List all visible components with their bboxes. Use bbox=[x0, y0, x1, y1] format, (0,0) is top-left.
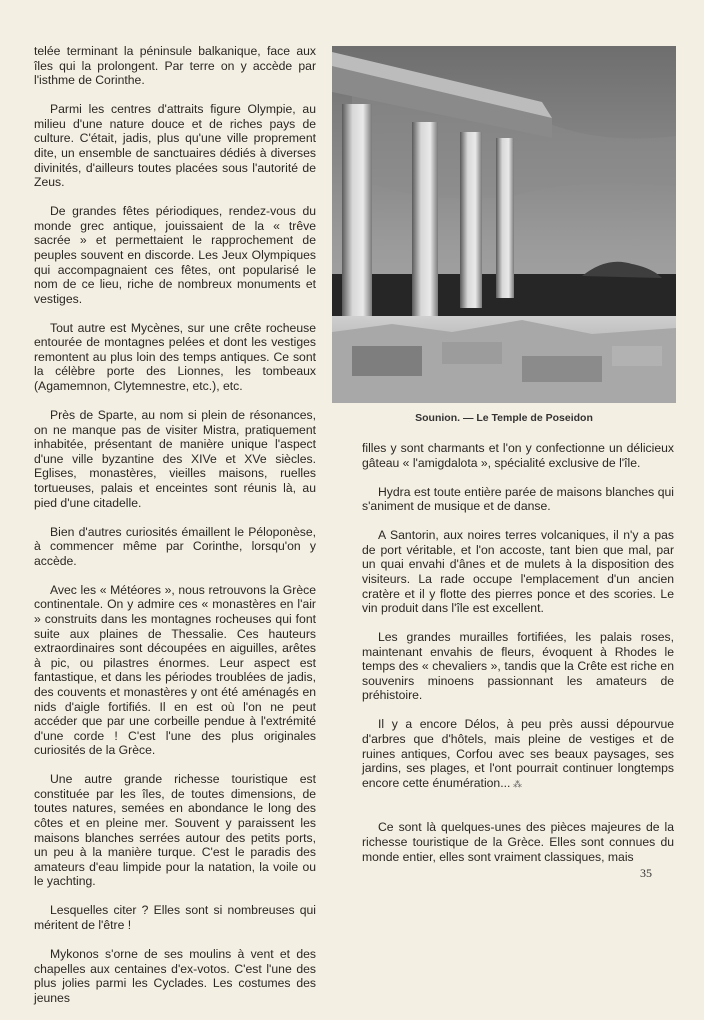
paragraph: Avec les « Météores », nous retrouvons la Grèce continentale. On y admire ces « monastères en l'air » construits dans les montagnes rocheuses qui font suite aux plaines de Thessalie. Ces hauteurs extraordinaires sont découpées en aiguilles, arêtes à pic, ou pilastres énormes. Leur aspect est fantastique, et dans les périodes troublées de jadis, des couvents et monastères y ont été aménagés en nids d'aigle fortifiés. Il en est où l'on ne peut accéder que par une corbeille pendue à l'extrémité d'une corde ! C'est l'une des plus originales curiosités de la Grèce. bbox=[34, 582, 316, 758]
right-text-column bbox=[362, 441, 674, 879]
paragraph: Parmi les centres d'attraits figure Olympie, au milieu d'une nature douce et de riches pays de culture. C'était, jadis, plus qu'une ville proprement dite, un ensemble de sanctuaires dédiés à diverses divinités, d'ailleurs toutes placées sous l'autorité de Zeus. bbox=[34, 102, 316, 190]
paragraph: Une autre grande richesse touristique est constituée par les îles, de toutes dimensions, de toutes natures, semées en abondance le long des côtes et en pleine mer. Souvent y paraissent les maisons blanches serrées autour des petits ports, un peu à la manière turque. C'est le paradis des amateurs d'eau limpide pour la natation, la voile ou le yachting. bbox=[34, 772, 316, 889]
paragraph: Hydra est toute entière parée de maisons blanches qui s'animent de musique et de danse. bbox=[362, 484, 674, 514]
paragraph: De grandes fêtes périodiques, rendez-vous du monde grec antique, jouissaient de la « trêve sacrée » et permettaient le rapprochement de peuples souvent en discorde. Les Jeux Olympiques qui accompagnaient ces fêtes, ont popularisé le nom de ce lieu, riche de nombreux monuments et vestiges. bbox=[34, 204, 316, 306]
paragraph: Près de Sparte, au nom si plein de résonances, on ne manque pas de visiter Mistra, pratiquement inhabitée, présentant de manière unique l'aspect d'une ville byzantine des XIVe et XVe siècles. Eglises, monastères, vieilles maisons, ruelles tortueuses, palais et enceintes sont réunis là, au pied d'une citadelle. bbox=[34, 408, 316, 510]
paragraph: Les grandes murailles fortifiées, les palais roses, maintenant envahis de fleurs, évoquent à Rhodes le temps des « chevaliers », tandis que la Crête est riche en souvenirs minoens passionnant les amateurs de préhistoire. bbox=[362, 630, 674, 703]
paragraph: Bien d'autres curiosités émaillent le Péloponèse, à commencer même par Corinthe, lorsqu'on y accède. bbox=[34, 524, 316, 568]
photo-caption: Sounion. — Le Temple de Poseidon bbox=[415, 412, 593, 424]
temple-photo bbox=[332, 46, 676, 403]
paragraph: telée terminant la péninsule balkanique, face aux îles qui la prolongent. Par terre on y accède par l'isthme de Corinthe. bbox=[34, 44, 316, 88]
page-number: 35 bbox=[640, 866, 652, 880]
paragraph: A Santorin, aux noires terres volcaniques, il n'y a pas de port véritable, et l'on accoste, tant bien que mal, par un quai envahi d'ânes et de mulets à la disposition des visiteurs. La rade occupe l'emplacement d'un ancien cratère et il y flotte des pierres ponce et des scories. Le vin produit dans l'île est excellent. bbox=[362, 528, 674, 616]
closing-paragraph: Ce sont là quelques-unes des pièces majeures de la richesse touristique de la Grèce. Elles sont connues du monde entier, elles sont vraiment classiques, mais bbox=[362, 820, 674, 864]
section-separator: ⁂ bbox=[513, 779, 523, 789]
paragraph: Mykonos s'orne de ses moulins à vent et des chapelles aux centaines d'ex-votos. C'est l'une des plus jolies parmi les Cyclades. Les costumes des jeunes bbox=[34, 946, 316, 1005]
paragraph: Il y a encore Délos, à peu près aussi dépourvue d'arbres que d'hôtels, mais pleine de vestiges et de ruines antiques, Corfou avec ses beaux paysages, ses jardins, ses plages, et l'ont pourrait continuer longtemps encore cette énumération... bbox=[362, 717, 674, 790]
paragraph: Lesquelles citer ? Elles sont si nombreuses qui méritent de l'être ! bbox=[34, 903, 316, 932]
paragraph: filles y sont charmants et l'on y confectionne un délicieux gâteau « l'amigdalota », spécialité exclusive de l'île. bbox=[362, 441, 674, 470]
paragraph: Tout autre est Mycènes, sur une crête rocheuse entourée de montagnes pelées et dont les vestiges remontent au plus loin des temps antiques. Ce sont la célèbre porte des Lionnes, les tombeaux (Agamemnon, Clytemnestre, etc.), etc. bbox=[34, 320, 316, 394]
left-text-column bbox=[34, 44, 316, 1020]
